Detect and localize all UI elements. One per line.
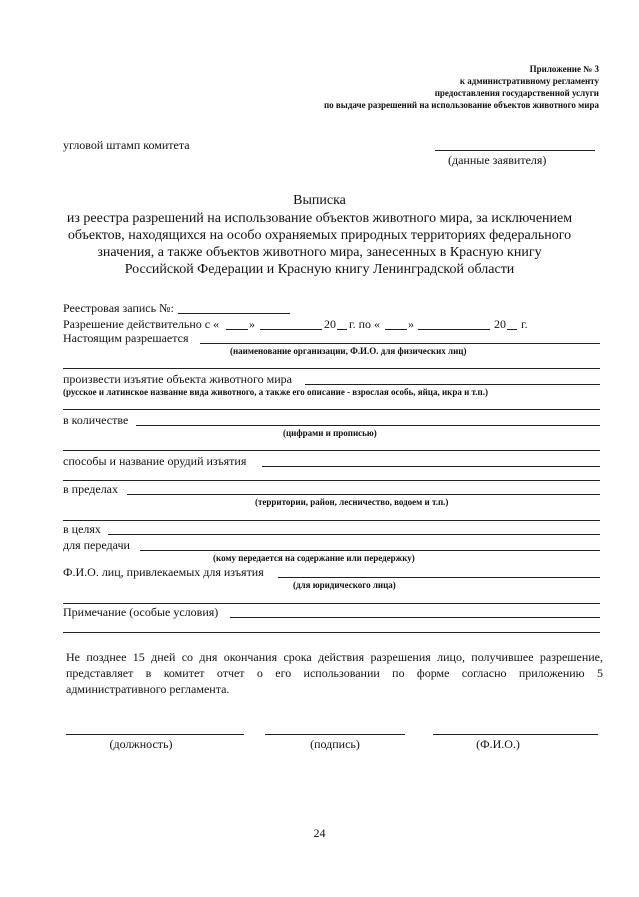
signature-caption: (подпись) xyxy=(310,737,360,751)
methods-field-2[interactable] xyxy=(63,480,600,481)
applicant-data-line[interactable] xyxy=(435,150,595,151)
note-field-2[interactable] xyxy=(63,632,600,633)
species-hint: (русское и латинское название вида животного, а также его описание - взрослая особь, яйца, икра и т.п.) xyxy=(63,387,488,397)
valid-to-month-field[interactable] xyxy=(418,329,490,330)
year-suffix: г. xyxy=(521,317,528,331)
valid-to-label: г. по « xyxy=(349,317,380,331)
position-field[interactable] xyxy=(66,734,244,735)
persons-label: Ф.И.О. лиц, привлекаемых для изъятия xyxy=(63,565,264,579)
quantity-field-2[interactable] xyxy=(63,450,600,451)
purposes-label: в целях xyxy=(63,522,101,536)
name-caption: (Ф.И.О.) xyxy=(476,737,520,751)
signature-field[interactable] xyxy=(265,734,405,735)
appendix-line: предоставления государственной услуги xyxy=(434,88,599,98)
hereby-permitted-label: Настоящим разрешается xyxy=(63,331,189,345)
quote-close: » xyxy=(249,317,255,331)
valid-to-year-prefix: 20 xyxy=(494,317,506,331)
legal-hint: (для юридического лица) xyxy=(293,580,396,590)
org-hint: (наименование организации, Ф.И.О. для физических лиц) xyxy=(230,346,467,356)
valid-from-month-field[interactable] xyxy=(260,329,322,330)
appendix-line: по выдаче разрешений на использование объектов животного мира xyxy=(324,100,599,110)
within-label: в пределах xyxy=(63,482,119,496)
validity-label: Разрешение действительно с « xyxy=(63,317,220,331)
persons-field[interactable] xyxy=(278,577,600,578)
permitted-to-field-2[interactable] xyxy=(63,368,600,369)
species-field-2[interactable] xyxy=(63,409,600,410)
stamp-label: угловой штамп комитета xyxy=(63,138,190,152)
registry-record-label: Реестровая запись №: xyxy=(63,301,174,315)
valid-from-year-field[interactable] xyxy=(337,329,347,330)
species-field[interactable] xyxy=(305,384,600,385)
quantity-hint: (цифрами и прописью) xyxy=(283,428,377,438)
quote-close: » xyxy=(408,317,414,331)
transfer-hint: (кому передается на содержание или передержку) xyxy=(213,553,415,563)
persons-field-2[interactable] xyxy=(63,603,600,604)
permitted-to-field[interactable] xyxy=(200,343,600,344)
territory-field[interactable] xyxy=(127,494,600,495)
territory-field-2[interactable] xyxy=(63,520,600,521)
note-field[interactable] xyxy=(230,617,600,618)
valid-to-day-field[interactable] xyxy=(385,329,407,330)
valid-from-year-prefix: 20 xyxy=(324,317,336,331)
report-paragraph: Не позднее 15 дней со дня окончания срока действия разрешения лицо, получившее разрешение, представляет в комитет отчет о его использовании по форме согласно приложению 5 административного регламента. xyxy=(66,650,603,696)
title-line: из реестра разрешений на использование объектов животного мира, за исключением xyxy=(66,211,573,226)
purposes-field[interactable] xyxy=(108,534,600,535)
appendix-line: к административному регламенту xyxy=(459,76,599,86)
applicant-data-label: (данные заявителя) xyxy=(448,153,547,167)
transfer-label: для передачи xyxy=(63,538,130,552)
extract-object-label: произвести изъятие объекта животного мира xyxy=(63,372,292,386)
transfer-field[interactable] xyxy=(140,550,600,551)
methods-label: способы и название орудий изъятия xyxy=(63,454,247,468)
note-label: Примечание (особые условия) xyxy=(63,605,219,619)
territory-hint: (территории, район, лесничество, водоем и т.п.) xyxy=(255,497,449,507)
title-line: значения, а также объектов животного мира, занесенных в Красную книгу xyxy=(97,245,542,260)
title-line: объектов, находящихся на особо охраняемых природных территориях федерального xyxy=(67,228,572,243)
registry-record-field[interactable] xyxy=(178,313,290,314)
name-field[interactable] xyxy=(433,734,598,735)
valid-from-day-field[interactable] xyxy=(226,329,248,330)
page-number: 24 xyxy=(313,826,326,840)
quantity-field[interactable] xyxy=(136,425,600,426)
document-title: Выписка xyxy=(293,193,346,208)
valid-to-year-field[interactable] xyxy=(507,329,517,330)
position-caption: (должность) xyxy=(109,737,173,751)
methods-field[interactable] xyxy=(262,466,600,467)
appendix-title: Приложение № 3 xyxy=(529,64,599,74)
quantity-label: в количестве xyxy=(63,413,129,427)
title-line: Российской Федерации и Красную книгу Ленинградской области xyxy=(124,262,515,277)
